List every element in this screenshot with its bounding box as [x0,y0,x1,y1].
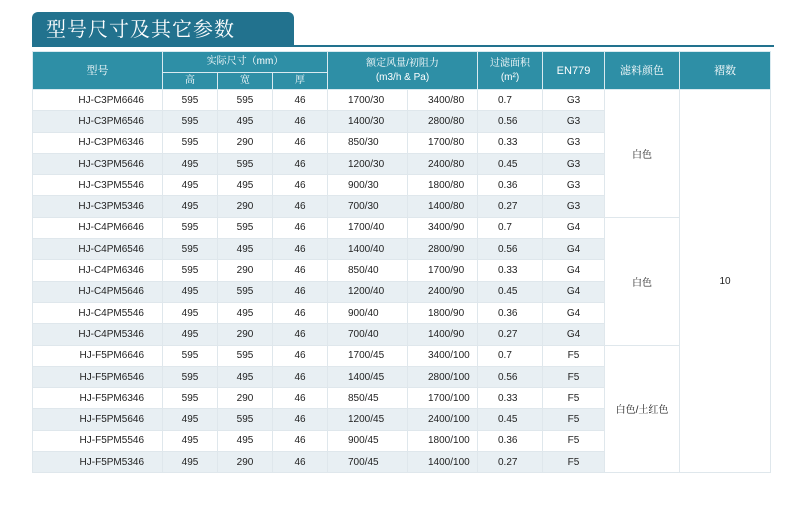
cell-model: HJ-F5PM5546 [33,430,163,451]
cell-area: 0.7 [478,90,543,111]
cell-area: 0.45 [478,281,543,302]
cell-model: HJ-F5PM5646 [33,409,163,430]
cell-airflow: 1700/40 [328,217,408,238]
cell-model: HJ-C4PM6546 [33,239,163,260]
cell-grade: G3 [543,175,605,196]
cell-depth: 46 [273,345,328,366]
cell-model: HJ-C4PM6646 [33,217,163,238]
cell-width: 495 [218,366,273,387]
cell-model: HJ-F5PM6546 [33,366,163,387]
cell-airflow: 1200/30 [328,153,408,174]
cell-model: HJ-C3PM6546 [33,111,163,132]
cell-grade: G4 [543,324,605,345]
cell-width: 290 [218,452,273,473]
cell-airflow: 1700/30 [328,90,408,111]
cell-width: 495 [218,239,273,260]
cell-height: 495 [163,196,218,217]
cell-filter-color: 白色/土红色 [605,345,680,473]
cell-depth: 46 [273,388,328,409]
cell-resistance: 1800/100 [408,430,478,451]
cell-width: 290 [218,132,273,153]
cell-resistance: 1700/100 [408,388,478,409]
cell-airflow: 1200/40 [328,281,408,302]
header-area-line1: 过滤面积 [490,57,530,69]
cell-airflow: 850/30 [328,132,408,153]
cell-area: 0.27 [478,196,543,217]
cell-airflow: 900/30 [328,175,408,196]
cell-height: 495 [163,452,218,473]
spec-table [32,51,771,473]
cell-height: 495 [163,153,218,174]
cell-width: 290 [218,196,273,217]
cell-resistance: 2400/100 [408,409,478,430]
cell-area: 0.45 [478,153,543,174]
cell-filter-color: 白色 [605,90,680,218]
header-height: 高 [163,73,218,90]
cell-grade: G3 [543,153,605,174]
cell-area: 0.33 [478,388,543,409]
cell-area: 0.27 [478,324,543,345]
cell-airflow: 1700/45 [328,345,408,366]
cell-depth: 46 [273,196,328,217]
section-title: 型号尺寸及其它参数 [32,12,294,47]
header-airflow [328,52,478,90]
header-area [478,52,543,90]
cell-model: HJ-C3PM5646 [33,153,163,174]
cell-area: 0.36 [478,302,543,323]
cell-airflow: 700/45 [328,452,408,473]
cell-resistance: 1700/80 [408,132,478,153]
table-row [33,217,771,238]
cell-depth: 46 [273,90,328,111]
cell-area: 0.7 [478,345,543,366]
cell-area: 0.56 [478,239,543,260]
cell-height: 495 [163,409,218,430]
header-airflow-line2: (m3/h & Pa) [375,71,430,83]
cell-airflow: 700/30 [328,196,408,217]
cell-model: HJ-C4PM5346 [33,324,163,345]
cell-height: 495 [163,324,218,345]
cell-model: HJ-C4PM5546 [33,302,163,323]
cell-grade: F5 [543,388,605,409]
cell-model: HJ-F5PM5346 [33,452,163,473]
cell-grade: G4 [543,281,605,302]
cell-height: 595 [163,111,218,132]
cell-width: 595 [218,345,273,366]
cell-grade: G3 [543,90,605,111]
header-depth: 厚 [273,73,328,90]
cell-grade: F5 [543,430,605,451]
title-underline [32,45,774,47]
cell-resistance: 2800/100 [408,366,478,387]
cell-resistance: 3400/90 [408,217,478,238]
cell-height: 595 [163,239,218,260]
cell-depth: 46 [273,217,328,238]
cell-height: 495 [163,430,218,451]
cell-grade: G4 [543,302,605,323]
cell-height: 595 [163,345,218,366]
cell-depth: 46 [273,366,328,387]
cell-model: HJ-C3PM5546 [33,175,163,196]
cell-width: 495 [218,430,273,451]
cell-height: 595 [163,388,218,409]
cell-height: 495 [163,302,218,323]
cell-height: 595 [163,217,218,238]
cell-height: 495 [163,281,218,302]
cell-airflow: 1400/45 [328,366,408,387]
header-airflow-line1: 额定风量/初阻力 [366,57,439,69]
cell-depth: 46 [273,430,328,451]
cell-model: HJ-F5PM6646 [33,345,163,366]
cell-area: 0.33 [478,260,543,281]
cell-grade: F5 [543,452,605,473]
cell-depth: 46 [273,409,328,430]
table-row [33,90,771,111]
cell-depth: 46 [273,452,328,473]
cell-height: 595 [163,132,218,153]
cell-grade: G3 [543,196,605,217]
cell-area: 0.56 [478,111,543,132]
cell-area: 0.56 [478,366,543,387]
cell-width: 495 [218,302,273,323]
cell-width: 290 [218,324,273,345]
cell-width: 595 [218,409,273,430]
cell-depth: 46 [273,153,328,174]
header-en779: EN779 [543,52,605,90]
cell-height: 495 [163,175,218,196]
header-area-line2: (m²) [500,71,520,83]
cell-resistance: 3400/80 [408,90,478,111]
cell-depth: 46 [273,175,328,196]
cell-resistance: 3400/100 [408,345,478,366]
cell-model: HJ-C3PM6346 [33,132,163,153]
header-model: 型号 [33,52,163,90]
cell-airflow: 1400/30 [328,111,408,132]
cell-width: 495 [218,111,273,132]
cell-resistance: 1400/80 [408,196,478,217]
cell-model: HJ-C4PM5646 [33,281,163,302]
cell-area: 0.27 [478,452,543,473]
cell-airflow: 850/40 [328,260,408,281]
cell-area: 0.36 [478,175,543,196]
cell-resistance: 1400/100 [408,452,478,473]
cell-grade: G4 [543,217,605,238]
cell-depth: 46 [273,111,328,132]
cell-model: HJ-C3PM6646 [33,90,163,111]
cell-model: HJ-C4PM6346 [33,260,163,281]
cell-airflow: 850/45 [328,388,408,409]
cell-depth: 46 [273,260,328,281]
cell-height: 595 [163,90,218,111]
cell-grade: F5 [543,409,605,430]
cell-resistance: 2400/80 [408,153,478,174]
cell-depth: 46 [273,281,328,302]
cell-depth: 46 [273,239,328,260]
cell-pleats: 10 [680,90,771,473]
cell-grade: F5 [543,366,605,387]
cell-width: 595 [218,153,273,174]
cell-resistance: 2800/90 [408,239,478,260]
header-size: 实际尺寸（mm） [163,52,328,73]
cell-width: 595 [218,281,273,302]
cell-depth: 46 [273,302,328,323]
cell-width: 595 [218,90,273,111]
cell-area: 0.7 [478,217,543,238]
cell-airflow: 1400/40 [328,239,408,260]
cell-filter-color: 白色 [605,217,680,345]
cell-airflow: 700/40 [328,324,408,345]
cell-depth: 46 [273,324,328,345]
cell-airflow: 1200/45 [328,409,408,430]
cell-resistance: 1400/90 [408,324,478,345]
header-pleats: 褶数 [680,52,771,90]
cell-grade: G3 [543,111,605,132]
cell-model: HJ-F5PM6346 [33,388,163,409]
cell-area: 0.36 [478,430,543,451]
header-color: 滤料颜色 [605,52,680,90]
cell-grade: G3 [543,132,605,153]
cell-height: 595 [163,260,218,281]
cell-resistance: 2800/80 [408,111,478,132]
cell-resistance: 1800/80 [408,175,478,196]
cell-width: 595 [218,217,273,238]
cell-width: 290 [218,388,273,409]
cell-grade: G4 [543,239,605,260]
cell-resistance: 2400/90 [408,281,478,302]
cell-grade: F5 [543,345,605,366]
cell-airflow: 900/40 [328,302,408,323]
cell-width: 495 [218,175,273,196]
table-row [33,345,771,366]
header-width: 宽 [218,73,273,90]
cell-resistance: 1800/90 [408,302,478,323]
cell-width: 290 [218,260,273,281]
cell-resistance: 1700/90 [408,260,478,281]
cell-airflow: 900/45 [328,430,408,451]
cell-model: HJ-C3PM5346 [33,196,163,217]
cell-area: 0.45 [478,409,543,430]
cell-depth: 46 [273,132,328,153]
cell-grade: G4 [543,260,605,281]
cell-height: 595 [163,366,218,387]
cell-area: 0.33 [478,132,543,153]
